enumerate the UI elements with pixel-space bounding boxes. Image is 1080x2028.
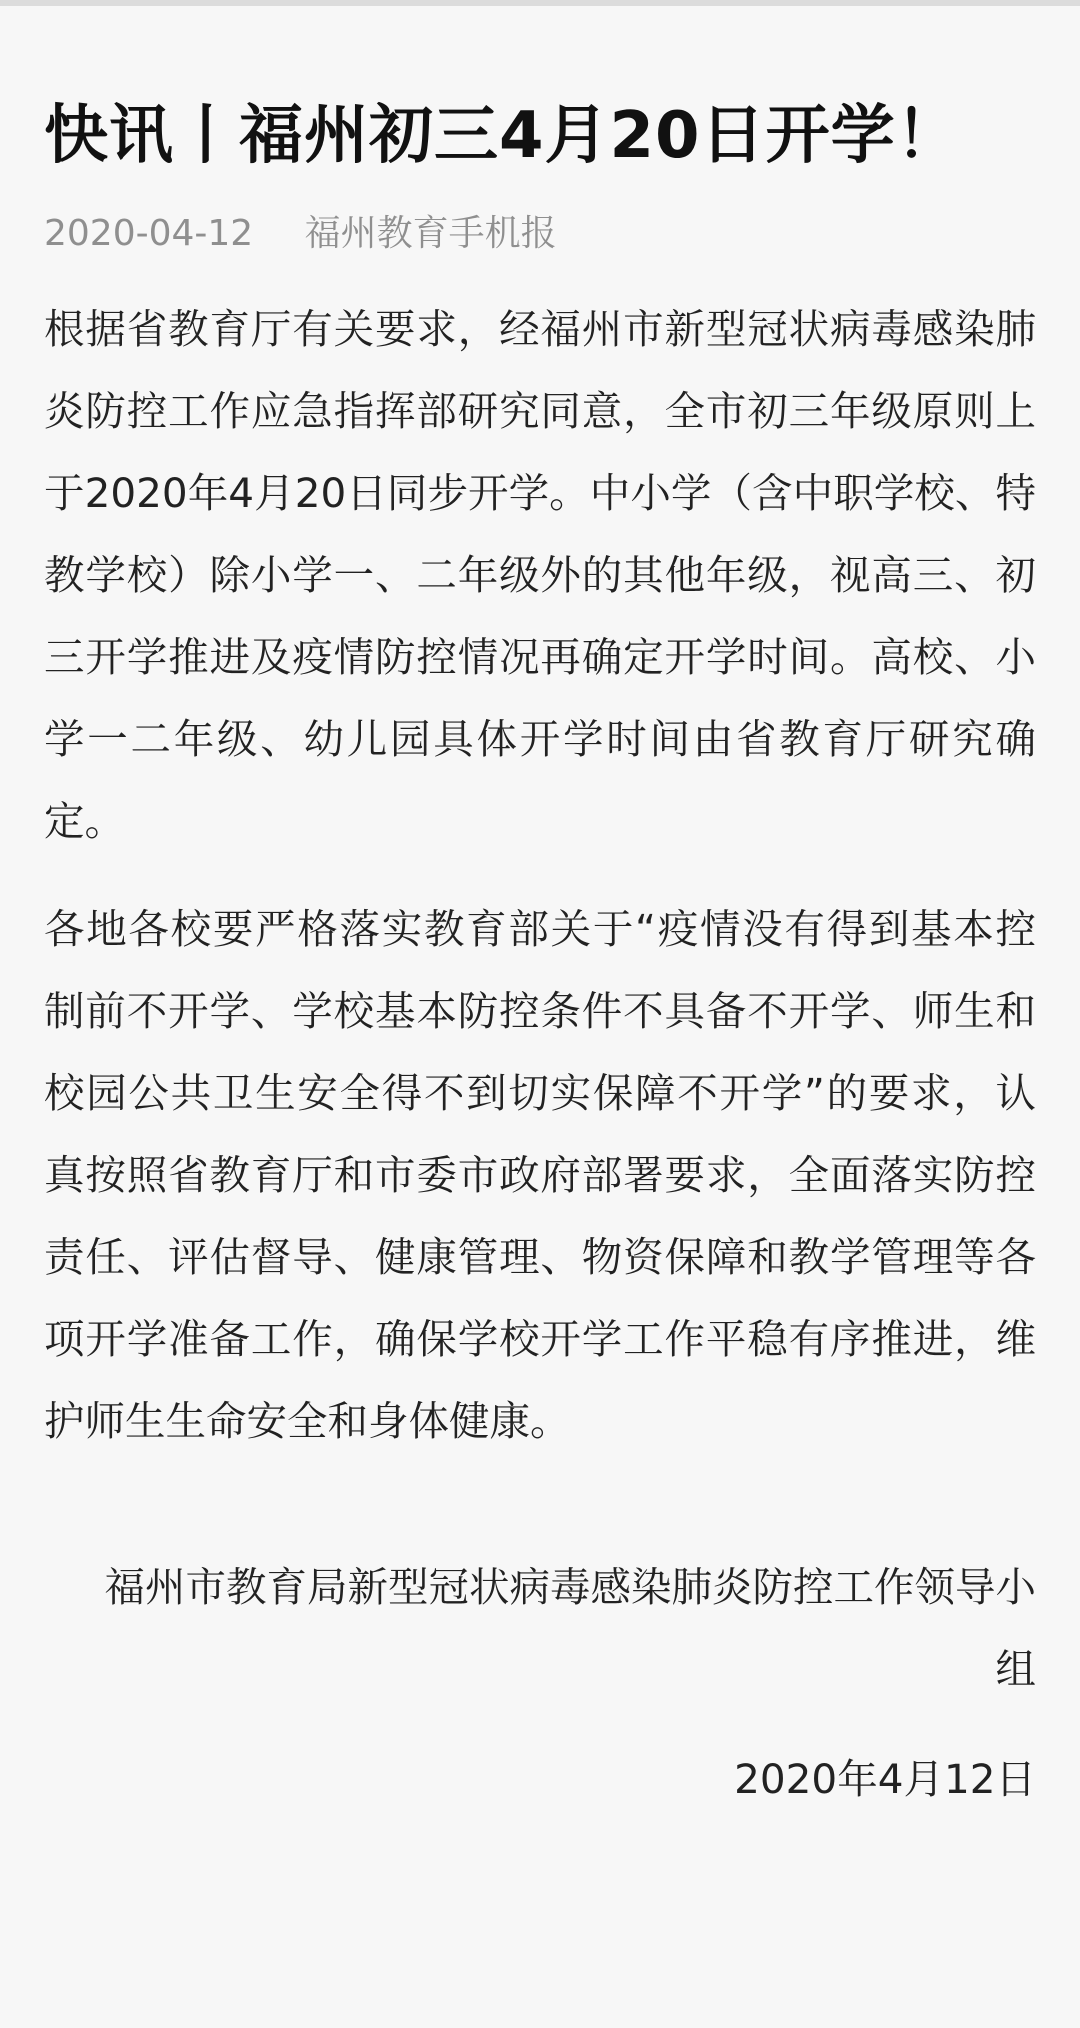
article-paragraph-1: 根据省教育厅有关要求，经福州市新型冠状病毒感染肺炎防控工作应急指挥部研究同意，全市初三年级原则上于2020年4月20日同步开学。中小学（含中职学校、特教学校）除小学一、二年级外的其他年级，视高三、初三开学推进及疫情防控情况再确定开学时间。高校、小学一二年级、幼儿园具体开学时间由省教育厅研究确定。 <box>44 305 1036 845</box>
top-divider <box>0 0 1080 6</box>
signed-date: 2020年4月12日 <box>734 1755 1036 1803</box>
signature-organization: 福州市教育局新型冠状病毒感染肺炎防控工作领导小组 <box>104 1563 1036 1693</box>
article-paragraph-2: 各地各校要严格落实教育部关于“疫情没有得到基本控制前不开学、学校基本防控条件不具备不开学、师生和校园公共卫生安全得不到切实保障不开学”的要求，认真按照省教育厅和市委市政府部署要求，全面落实防控责任、评估督导、健康管理、物资保障和教学管理等各项开学准备工作，确保学校开学工作平稳有序推进，维护师生生命安全和身体健康。 <box>44 905 1036 1445</box>
article-meta <box>44 210 1036 258</box>
publish-date: 2020-04-12 <box>44 213 254 254</box>
source-link[interactable]: 福州教育手机报 <box>304 213 557 254</box>
article-title: 快讯丨福州初三4月20日开学！ <box>44 99 961 173</box>
article-content <box>44 88 1036 1820</box>
